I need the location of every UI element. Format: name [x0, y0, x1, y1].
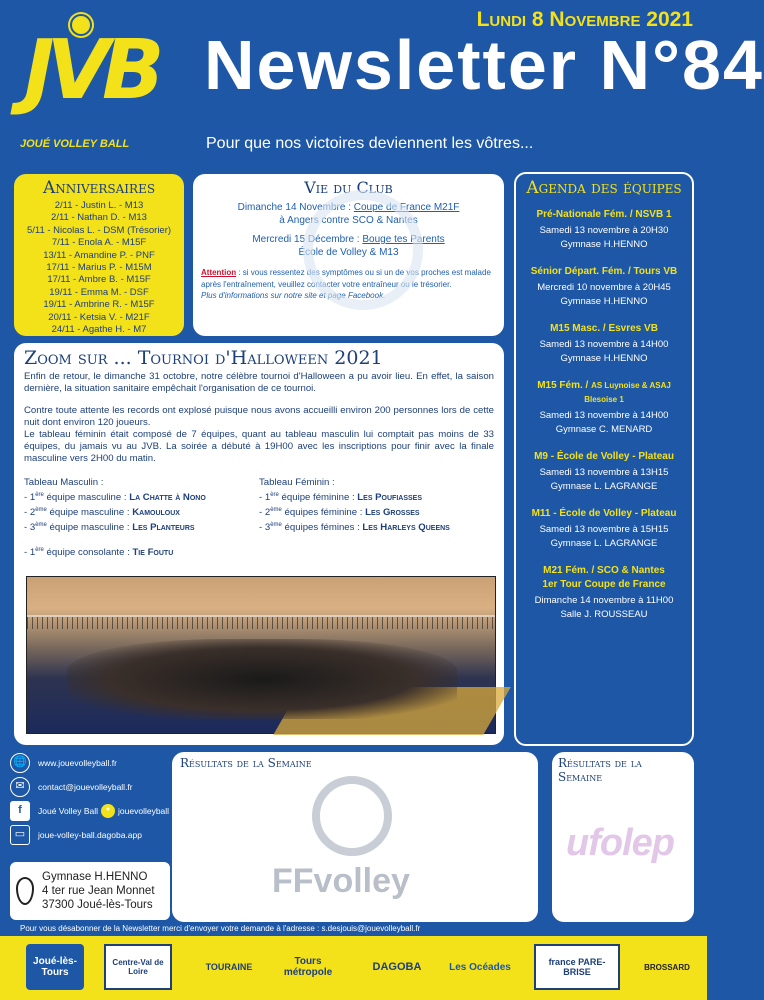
warning-text: : si vous ressentez des symptômes ou si un de vos proches est malade après l'entraînement, veuillez contacter votre entraîneur ou le trésorier. [201, 268, 491, 289]
address-card [10, 862, 170, 920]
agenda-place: Salle J. ROUSSEAU [560, 609, 648, 620]
list-item: 20/11 - Ketsia V. - M21F [48, 311, 150, 323]
ufolep-logo: ufolep [566, 822, 674, 864]
men-results [24, 477, 259, 535]
agenda-team-sub: 1er Tour Coupe de France [542, 579, 666, 590]
agenda-team: M21 Fém. / SCO & Nantes [543, 565, 665, 576]
logo-letters: JVB [24, 23, 157, 118]
list-item: 13/11 - Amandine P. - PNF [43, 249, 155, 261]
contact-website[interactable] [10, 752, 165, 774]
newsletter-title: Newsletter N°84 [204, 26, 764, 104]
address-line: 37300 Joué-lès-Tours [42, 899, 153, 911]
event-date: Dimanche 14 Novembre : [237, 202, 354, 213]
agenda-place: Gymnase H.HENNO [560, 353, 648, 364]
weekly-results-ffvolley [172, 752, 538, 922]
list-item: - 3ème équipe masculine : Les Planteurs [24, 522, 195, 534]
agenda-item [522, 322, 686, 366]
birthdays-title: Anniversaires [42, 178, 156, 198]
sponsor-logo: Centre-Val de Loire [104, 944, 172, 990]
group-photo [26, 576, 496, 734]
list-item: 17/11 - Marius P. - M15M [46, 262, 152, 274]
list-item: 2/11 - Nathan D. - M13 [51, 212, 147, 224]
agenda-team: M11 - École de Volley - Plateau [531, 508, 677, 519]
list-item: 7/11 - Enola A. - M15F [51, 237, 147, 249]
sponsor-logo: TOURAINE [205, 962, 253, 972]
agenda-date: Samedi 13 novembre à 20H30 [539, 225, 669, 236]
list-item: - 1ère équipe féminine : Les Poufiasses [259, 492, 423, 504]
tournament-article [14, 343, 504, 745]
instagram-icon: ● [101, 804, 115, 818]
contact-social[interactable] [10, 800, 170, 822]
results-title: Résultats de la Semaine [558, 756, 642, 784]
list-item: - 2ème équipes féminine : Les Grosses [259, 507, 420, 519]
article-paragraph: Enfin de retour, le dimanche 31 octobre, notre célèbre tournoi d'Halloween a pu avoir lieu. En effet, la saison dernière, la situation sanitaire empêchait l'organisation de ce tournoi. [24, 371, 494, 394]
list-item: - 2ème équipe masculine : Kamouloux [24, 507, 180, 519]
results-columns [24, 477, 494, 535]
more-info: Plus d'informations sur notre site et page Facebook. [201, 291, 386, 300]
sponsor-logo: Les Océades [449, 961, 511, 973]
agenda-team: M15 Fém. / [537, 380, 592, 391]
instagram-link[interactable]: jouevolleyball [118, 806, 170, 816]
birthdays-list [20, 200, 178, 336]
event-link[interactable]: Coupe de France M21F [353, 202, 460, 213]
agenda-item [522, 507, 686, 551]
warning-label: Attention [201, 268, 237, 277]
consolation-result: - 1ère équipe consolante : Tie Foutu [24, 546, 174, 558]
list-item: - 1ère équipe masculine : La Chatte à Nono [24, 492, 206, 504]
agenda-team: Sénior Départ. Fém. / Tours VB [530, 266, 678, 277]
agenda-date: Mercredi 10 novembre à 20H45 [537, 282, 671, 293]
agenda-place: Gymnase H.HENNO [560, 239, 648, 250]
list-item: 24/11 - Agathe H. - M7 [51, 324, 147, 336]
agenda-item [522, 265, 686, 309]
list-item: 19/11 - Emma M. - DSF [49, 286, 149, 298]
mail-icon: ✉ [10, 777, 30, 797]
agenda-place: Gymnase L. LAGRANGE [550, 538, 658, 549]
newsletter-date: Lundi 8 Novembre 2021 [476, 8, 693, 31]
agenda-item [522, 208, 686, 252]
results-title: Résultats de la Semaine [180, 756, 312, 770]
agenda-team: Pré-Nationale Fém. / NSVB 1 [536, 209, 672, 220]
sponsor-logo: Tours métropole [283, 956, 333, 978]
club-life-panel [193, 174, 504, 336]
sponsor-logo: BROSSARD [644, 962, 690, 972]
team-agenda-panel [514, 172, 694, 746]
club-name: JOUÉ VOLLEY BALL [20, 138, 130, 150]
agenda-date: Dimanche 14 novembre à 11H00 [534, 595, 674, 606]
agenda-place: Gymnase C. MENARD [555, 424, 653, 435]
agenda-item [522, 379, 686, 437]
sponsor-bar [0, 936, 707, 1000]
agenda-item [522, 564, 686, 622]
contact-email[interactable] [10, 776, 165, 798]
article-paragraph: Le tableau féminin était composé de 7 équipes, quant au tableau masculin lui comptait pas moins de 33 équipes, du jamais vu au JVB. La soirée a débuté à 19H00 avec les inscriptions pour finir avec la finale masculine vers 2H00 du matin. [24, 429, 494, 464]
club-event-2-detail: École de Volley & M13 [298, 247, 399, 258]
women-results [259, 477, 494, 535]
article-title: Zoom sur ... Tournoi d'Halloween 2021 [24, 347, 383, 369]
list-item: 2/11 - Justin L. - M13 [54, 200, 144, 211]
address-line: Gymnase H.HENNO [42, 871, 148, 883]
club-logo [14, 12, 157, 162]
list-item: 5/11 - Nicolas L. - DSM (Trésorier) [26, 224, 172, 236]
agenda-date: Samedi 13 novembre à 14H00 [539, 410, 669, 421]
sponsor-logo: Joué-lès-Tours [26, 944, 84, 990]
location-pin-icon [16, 877, 34, 905]
contact-app[interactable] [10, 824, 165, 846]
sponsor-logo: DAGOBA [372, 961, 422, 973]
facebook-icon: f [10, 801, 30, 821]
ffvolley-ball-icon [312, 776, 392, 856]
agenda-date: Samedi 13 novembre à 15H15 [539, 524, 669, 535]
agenda-team-sub: AS Luynoise & ASAJ Blesoise 1 [584, 381, 671, 404]
event-link[interactable]: Bouge tes Parents [362, 234, 445, 245]
agenda-place: Gymnase L. LAGRANGE [550, 481, 658, 492]
agenda-date: Samedi 13 novembre à 14H00 [539, 339, 669, 350]
agenda-title: Agenda des équipes [526, 178, 682, 198]
women-results-title: Tableau Féminin : [259, 477, 335, 488]
agenda-place: Gymnase H.HENNO [560, 296, 648, 307]
agenda-item [522, 450, 686, 494]
watermark-ball-icon [303, 190, 423, 310]
birthdays-panel [14, 174, 184, 336]
list-item: 19/11 - Ambrine R. - M15F [43, 299, 155, 311]
agenda-team: M9 - École de Volley - Plateau [534, 451, 674, 462]
ffvolley-logo: FFvolley [272, 862, 410, 900]
app-link[interactable]: joue-volley-ball.dagoba.app [38, 830, 142, 840]
facebook-link[interactable]: Joué Volley Ball [38, 806, 99, 816]
article-paragraph: Contre toute attente les records ont explosé puisque nous avons accueilli environ 200 personnes lors de cette nuit dont environ 120 joueurs. [24, 405, 494, 428]
tagline: Pour que nos victoires deviennent les vôtres... [206, 135, 534, 152]
club-life-title: Vie du Club [304, 178, 393, 197]
unsubscribe-note: Pour vous désabonner de la Newsletter merci d'envoyer votre demande à l'adresse : s.desjouis@jouevolleyball.fr [20, 924, 421, 933]
website-link[interactable]: www.jouevolleyball.fr [38, 758, 117, 768]
globe-icon: 🌐 [10, 753, 30, 773]
agenda-date: Samedi 13 novembre à 13H15 [539, 467, 669, 478]
address-line: 4 ter rue Jean Monnet [42, 885, 155, 897]
list-item: 17/11 - Ambre B. - M15F [47, 274, 151, 286]
computer-icon: ▭ [10, 825, 30, 845]
weekly-results-ufolep [552, 752, 694, 922]
event-date: Mercredi 15 Décembre : [252, 234, 363, 245]
men-results-title: Tableau Masculin : [24, 477, 104, 488]
list-item: - 3ème équipes fémines : Les Harleys Queens [259, 522, 450, 534]
club-event-1-detail: à Angers contre SCO & Nantes [279, 215, 418, 226]
sponsor-logo: france PARE-BRISE [534, 944, 620, 990]
email-link[interactable]: contact@jouevolleyball.fr [38, 782, 133, 792]
agenda-team: M15 Masc. / Esvres VB [550, 323, 658, 334]
